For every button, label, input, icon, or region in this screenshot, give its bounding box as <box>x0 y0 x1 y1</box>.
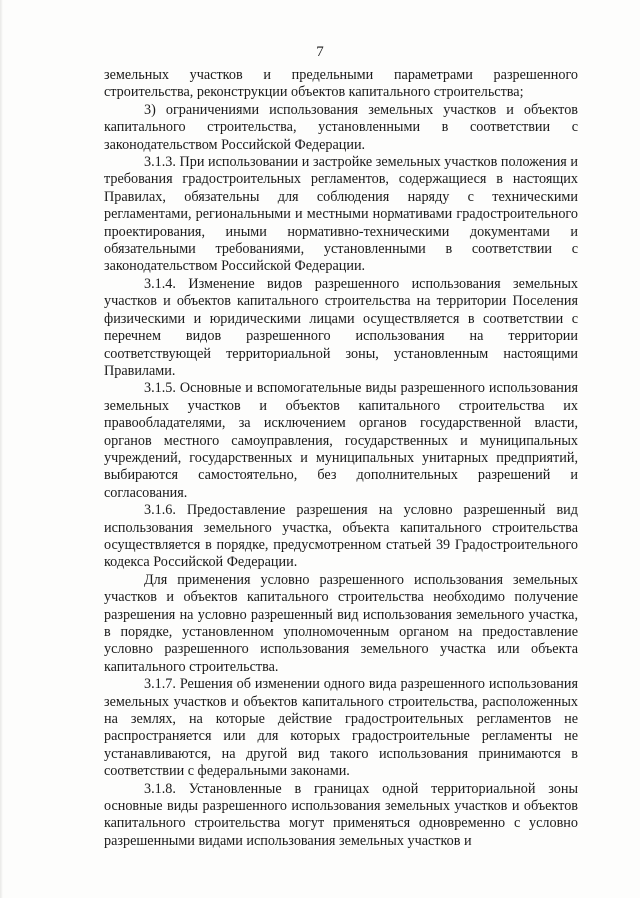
document-body <box>104 67 578 850</box>
paragraph: 3.1.7. Решения об изменении одного вида разрешенного использования земельных участков и объектов капитального строительства, расположенных на землях, на которые действие градостроительных регламентов не распространяется или для которых градостроительные регламенты не устанавливаются, на другой вид такого использования принимаются в соответствии с федеральными законами. <box>104 676 578 780</box>
paragraph: 3) ограничениями использования земельных участков и объектов капитального строительства, установленными в соответствии с законодательством Российской Федерации. <box>104 101 578 153</box>
paragraph: земельных участков и предельными параметрами разрешенного строительства, реконструкции объектов капитального строительства; <box>104 67 578 101</box>
paragraph: 3.1.4. Изменение видов разрешенного использования земельных участков и объектов капитального строительства на территории Поселения физическими и юридическими лицами осуществляется в соответствии с перечнем видов разрешенного использования на территории соответствующей территориальной зоны, установленным настоящими Правилами. <box>104 275 578 379</box>
scan-edge <box>0 0 3 898</box>
paragraph: 3.1.6. Предоставление разрешения на условно разрешенный вид использования земельного участка, объекта капитального строительства осуществляется в порядке, предусмотренном статьей 39 Градостроительного кодекса Российской Федерации. <box>104 502 578 571</box>
paragraph: Для применения условно разрешенного использования земельных участков и объектов капитального строительства необходимо получение разрешения на условно разрешенный вид использования земельного участка, в порядке, установленном уполномоченным органом на предоставление условно разрешенного использования земельного участка или объекта капитального строительства. <box>104 571 578 675</box>
page-number: 7 <box>316 44 324 60</box>
paragraph: 3.1.5. Основные и вспомогательные виды разрешенного использования земельных участков и объектов капитального строительства их правообладателями, за исключением органов государственной власти, органов местного самоуправления, государственных и муниципальных учреждений, государственных и муниципальных унитарных предприятий, выбираются самостоятельно, без дополнительных разрешений и согласования. <box>104 380 578 501</box>
paragraph: 3.1.3. При использовании и застройке земельных участков положения и требования градостроительных регламентов, содержащиеся в настоящих Правилах, обязательны для соблюдения наряду с техническими регламентами, региональными и местными нормативами градостроительного проектирования, иными нормативно-техническими документами и обязательными требованиями, установленными в соответствии с законодательством Российской Федерации. <box>104 154 578 275</box>
paragraph: 3.1.8. Установленные в границах одной территориальной зоны основные виды разрешенного использования земельных участков и объектов капитального строительства могут применяться одновременно с условно разрешенными видами использования земельных участков и <box>104 780 578 849</box>
